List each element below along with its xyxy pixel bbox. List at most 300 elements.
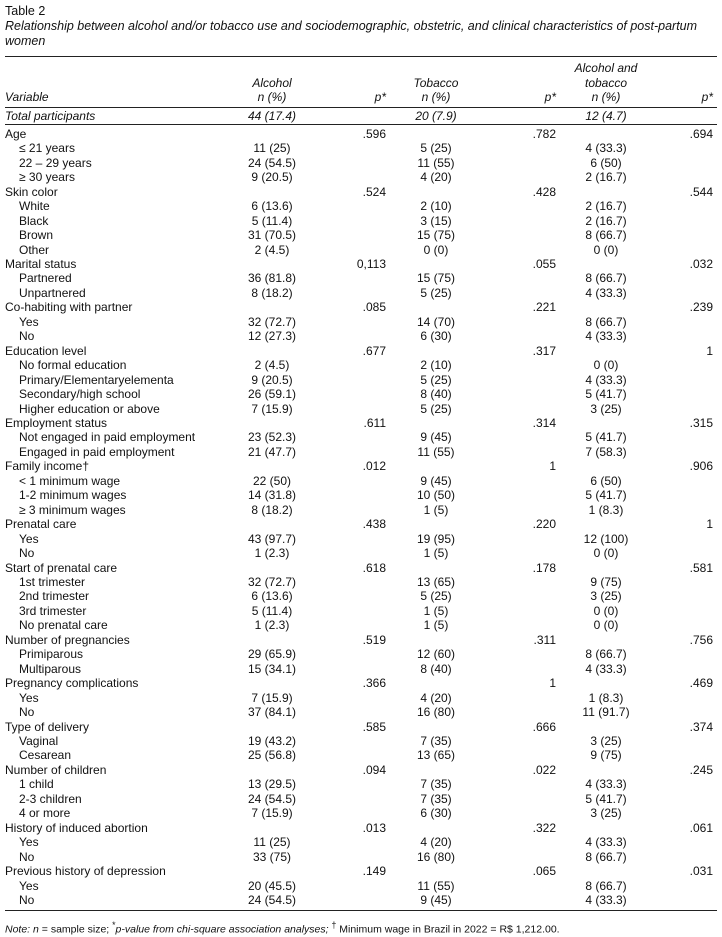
total-row bbox=[5, 107, 717, 124]
header-p-tobacco: p* bbox=[482, 57, 560, 108]
cell-both bbox=[560, 300, 652, 314]
cell-tobacco-p bbox=[482, 792, 560, 806]
cell-both: 1 (8.3) bbox=[588, 502, 624, 517]
cell-both bbox=[560, 561, 652, 575]
header-both: Alcohol and tobacco n (%) bbox=[560, 57, 652, 108]
cell-alcohol: 7 (15.9) bbox=[251, 806, 293, 821]
cell-tobacco: 12 (60) bbox=[416, 647, 456, 662]
table-row bbox=[5, 199, 717, 213]
cell-both bbox=[560, 763, 652, 777]
cell-alcohol-p bbox=[317, 604, 390, 618]
category-row bbox=[5, 300, 717, 314]
cell-both-p bbox=[652, 315, 717, 329]
row-label: Secondary/high school bbox=[19, 387, 141, 402]
cell-alcohol-p bbox=[317, 734, 390, 748]
cell-alcohol-p bbox=[317, 691, 390, 705]
cell-alcohol-p: .596 bbox=[362, 126, 386, 141]
cell-tobacco: 2 (10) bbox=[420, 199, 452, 214]
cell-alcohol: 6 (13.6) bbox=[251, 199, 293, 214]
cell-tobacco: 1 (5) bbox=[423, 546, 449, 561]
cell-both bbox=[560, 821, 652, 835]
cell-both bbox=[560, 257, 652, 271]
cell-both bbox=[560, 633, 652, 647]
cell-tobacco-p: .221 bbox=[532, 300, 556, 315]
cell-tobacco: 11 (55) bbox=[417, 155, 455, 170]
cell-tobacco-p bbox=[482, 228, 560, 242]
table-row bbox=[5, 532, 717, 546]
header-p-both: p* bbox=[652, 57, 717, 108]
cell-tobacco-p bbox=[482, 170, 560, 184]
cell-both bbox=[560, 459, 652, 473]
row-label: Yes bbox=[19, 835, 39, 850]
row-label: 4 or more bbox=[19, 806, 71, 821]
cell-tobacco: 5 (25) bbox=[420, 285, 452, 300]
table-row bbox=[5, 618, 717, 632]
table-row bbox=[5, 705, 717, 719]
cell-tobacco: 9 (45) bbox=[420, 430, 452, 445]
row-label: < 1 minimum wage bbox=[19, 473, 121, 488]
cell-tobacco bbox=[390, 676, 482, 690]
cell-tobacco: 15 (75) bbox=[416, 228, 456, 243]
cell-both: 8 (66.7) bbox=[585, 271, 627, 286]
table-row bbox=[5, 546, 717, 560]
cell-tobacco-p: .317 bbox=[532, 343, 556, 358]
cell-tobacco: 5 (25) bbox=[420, 372, 452, 387]
cell-alcohol: 6 (13.6) bbox=[251, 589, 293, 604]
row-label: 22 – 29 years bbox=[19, 155, 92, 170]
row-label: White bbox=[19, 199, 50, 214]
cell-alcohol-p bbox=[317, 488, 390, 502]
row-label: No prenatal care bbox=[19, 618, 108, 633]
row-label: Co-habiting with partner bbox=[5, 300, 133, 315]
cell-tobacco-p bbox=[482, 503, 560, 517]
cell-tobacco-p: .022 bbox=[532, 762, 556, 777]
table-row bbox=[5, 286, 717, 300]
cell-tobacco-p: .311 bbox=[533, 632, 556, 647]
cell-alcohol-p: .611 bbox=[363, 416, 386, 431]
cell-alcohol: 33 (75) bbox=[252, 849, 292, 864]
cell-alcohol-p: .524 bbox=[362, 184, 386, 199]
cell-alcohol bbox=[227, 416, 317, 430]
cell-alcohol-p bbox=[317, 373, 390, 387]
category-row bbox=[5, 344, 717, 358]
note-p-mark: * bbox=[112, 920, 116, 931]
cell-both-p bbox=[652, 546, 717, 560]
cell-both-p: .031 bbox=[689, 864, 713, 879]
cell-alcohol-p bbox=[317, 402, 390, 416]
table-row bbox=[5, 271, 717, 285]
cell-tobacco-p bbox=[482, 358, 560, 372]
cell-both-p bbox=[652, 387, 717, 401]
row-label: ≥ 30 years bbox=[19, 170, 75, 185]
cell-alcohol-p bbox=[317, 503, 390, 517]
cell-tobacco-p: .314 bbox=[532, 416, 556, 431]
cell-both: 4 (33.3) bbox=[585, 285, 627, 300]
cell-both bbox=[560, 344, 652, 358]
cell-alcohol bbox=[227, 185, 317, 199]
row-label: 1-2 minimum wages bbox=[19, 488, 127, 503]
row-label: Pregnancy complications bbox=[5, 676, 139, 691]
cell-tobacco-p bbox=[482, 618, 560, 632]
cell-tobacco: 5 (25) bbox=[420, 141, 452, 156]
cell-tobacco-p bbox=[482, 604, 560, 618]
cell-both-p: .032 bbox=[689, 257, 713, 272]
total-tobacco: 20 (7.9) bbox=[390, 107, 482, 124]
cell-alcohol-p: .585 bbox=[362, 719, 386, 734]
cell-alcohol: 25 (56.8) bbox=[247, 748, 297, 763]
cell-tobacco-p bbox=[482, 777, 560, 791]
cell-both-p: .469 bbox=[689, 676, 713, 691]
cell-both-p bbox=[652, 271, 717, 285]
category-row bbox=[5, 561, 717, 575]
cell-both-p bbox=[652, 748, 717, 762]
cell-alcohol: 43 (97.7) bbox=[247, 531, 297, 546]
cell-alcohol bbox=[227, 864, 317, 878]
cell-both-p bbox=[652, 503, 717, 517]
table-row bbox=[5, 792, 717, 806]
note-n-text: = sample size; bbox=[38, 923, 113, 936]
cell-both-p bbox=[652, 199, 717, 213]
cell-alcohol bbox=[227, 517, 317, 531]
cell-both: 8 (66.7) bbox=[585, 878, 627, 893]
category-row bbox=[5, 633, 717, 647]
header-alcohol-sub: n (%) bbox=[257, 90, 287, 104]
row-label: No bbox=[19, 329, 35, 344]
cell-alcohol bbox=[227, 633, 317, 647]
cell-tobacco-p: .666 bbox=[532, 719, 556, 734]
cell-tobacco: 6 (30) bbox=[420, 806, 452, 821]
table-header bbox=[5, 57, 717, 108]
cell-tobacco-p bbox=[482, 329, 560, 343]
cell-both-p bbox=[652, 286, 717, 300]
cell-both-p bbox=[652, 662, 717, 676]
cell-both-p bbox=[652, 850, 717, 864]
cell-both-p: 1 bbox=[706, 517, 713, 532]
cell-tobacco-p bbox=[482, 879, 560, 893]
cell-both: 3 (25) bbox=[590, 589, 622, 604]
table-row bbox=[5, 214, 717, 228]
cell-both: 3 (25) bbox=[590, 806, 622, 821]
cell-both-p: .906 bbox=[689, 459, 713, 474]
row-label: Education level bbox=[5, 343, 87, 358]
cell-alcohol bbox=[227, 763, 317, 777]
cell-alcohol: 7 (15.9) bbox=[251, 690, 293, 705]
cell-tobacco: 4 (20) bbox=[420, 690, 452, 705]
cell-tobacco-p bbox=[482, 214, 560, 228]
cell-alcohol-p: .618 bbox=[362, 560, 386, 575]
cell-tobacco bbox=[390, 344, 482, 358]
cell-alcohol-p: .677 bbox=[362, 343, 386, 358]
cell-both-p bbox=[652, 170, 717, 184]
row-label: ≤ 21 years bbox=[19, 141, 75, 156]
cell-both-p bbox=[652, 156, 717, 170]
table-row bbox=[5, 329, 717, 343]
cell-tobacco-p: .220 bbox=[532, 517, 556, 532]
cell-alcohol-p bbox=[317, 243, 390, 257]
table-row bbox=[5, 228, 717, 242]
cell-alcohol-p bbox=[317, 647, 390, 661]
cell-tobacco bbox=[390, 720, 482, 734]
cell-both-p bbox=[652, 488, 717, 502]
cell-tobacco-p bbox=[482, 488, 560, 502]
cell-alcohol: 11 (25) bbox=[253, 835, 291, 850]
cell-tobacco-p: 1 bbox=[549, 676, 556, 691]
row-label: Marital status bbox=[5, 257, 77, 272]
cell-both: 0 (0) bbox=[593, 546, 619, 561]
cell-alcohol: 1 (2.3) bbox=[254, 546, 290, 561]
cell-tobacco-p bbox=[482, 893, 560, 911]
table-row bbox=[5, 575, 717, 589]
cell-both-p bbox=[652, 430, 717, 444]
cell-tobacco: 1 (5) bbox=[423, 618, 449, 633]
cell-both-p: .756 bbox=[689, 632, 713, 647]
cell-both: 4 (33.3) bbox=[585, 835, 627, 850]
header-tobacco: Tobacco n (%) bbox=[390, 57, 482, 108]
cell-tobacco: 7 (35) bbox=[420, 791, 452, 806]
cell-alcohol bbox=[227, 300, 317, 314]
cell-tobacco-p bbox=[482, 387, 560, 401]
cell-alcohol bbox=[227, 676, 317, 690]
row-label: Multiparous bbox=[19, 661, 82, 676]
cell-both-p bbox=[652, 777, 717, 791]
cell-tobacco-p bbox=[482, 734, 560, 748]
table-row bbox=[5, 373, 717, 387]
table-row bbox=[5, 358, 717, 372]
cell-alcohol-p bbox=[317, 271, 390, 285]
row-label: Primiparous bbox=[19, 647, 84, 662]
note-wage-mark: † bbox=[331, 920, 337, 931]
cell-alcohol-p bbox=[317, 532, 390, 546]
cell-alcohol: 8 (18.2) bbox=[251, 502, 293, 517]
row-label: Partnered bbox=[19, 271, 72, 286]
cell-both-p bbox=[652, 532, 717, 546]
cell-tobacco-p bbox=[482, 402, 560, 416]
row-label: Engaged in paid employment bbox=[19, 444, 175, 459]
header-alcohol: Alcohol n (%) bbox=[227, 57, 317, 108]
cell-alcohol: 11 (25) bbox=[253, 141, 291, 156]
row-label: Number of pregnancies bbox=[5, 632, 130, 647]
cell-both bbox=[560, 864, 652, 878]
row-label: Employment status bbox=[5, 416, 108, 431]
cell-alcohol-p bbox=[317, 575, 390, 589]
cell-alcohol-p bbox=[317, 705, 390, 719]
cell-tobacco bbox=[390, 561, 482, 575]
row-label: Start of prenatal care bbox=[5, 560, 118, 575]
table-row bbox=[5, 503, 717, 517]
cell-both bbox=[560, 124, 652, 141]
cell-tobacco-p bbox=[482, 662, 560, 676]
cell-tobacco-p bbox=[482, 647, 560, 661]
cell-alcohol: 9 (20.5) bbox=[251, 372, 293, 387]
cell-tobacco: 9 (45) bbox=[390, 893, 482, 911]
cell-both-p bbox=[652, 228, 717, 242]
cell-both: 0 (0) bbox=[593, 603, 619, 618]
cell-both: 6 (50) bbox=[590, 155, 622, 170]
category-row bbox=[5, 676, 717, 690]
cell-alcohol-p bbox=[317, 141, 390, 155]
table-row bbox=[5, 893, 717, 911]
table-row bbox=[5, 662, 717, 676]
cell-alcohol-p bbox=[317, 589, 390, 603]
category-row bbox=[5, 185, 717, 199]
cell-alcohol-p bbox=[317, 546, 390, 560]
cell-tobacco: 11 (55) bbox=[417, 444, 455, 459]
cell-alcohol: 12 (27.3) bbox=[247, 329, 297, 344]
cell-alcohol: 2 (4.5) bbox=[254, 358, 290, 373]
table-row bbox=[5, 879, 717, 893]
cell-alcohol bbox=[227, 257, 317, 271]
table-row bbox=[5, 850, 717, 864]
cell-both-p bbox=[652, 893, 717, 911]
cell-alcohol bbox=[227, 720, 317, 734]
cell-tobacco-p bbox=[482, 546, 560, 560]
cell-tobacco-p: .055 bbox=[532, 257, 556, 272]
row-label: 2-3 children bbox=[19, 791, 82, 806]
table-row bbox=[5, 835, 717, 849]
total-tobacco-p bbox=[482, 107, 560, 124]
cell-both: 4 (33.3) bbox=[585, 141, 627, 156]
cell-both-p: .061 bbox=[689, 820, 713, 835]
row-label: No bbox=[19, 849, 35, 864]
cell-alcohol: 2 (4.5) bbox=[254, 242, 290, 257]
row-label: ≥ 3 minimum wages bbox=[19, 502, 126, 517]
cell-both-p bbox=[652, 618, 717, 632]
cell-both bbox=[560, 720, 652, 734]
cell-both-p: 1 bbox=[706, 343, 713, 358]
cell-alcohol-p bbox=[317, 387, 390, 401]
cell-alcohol-p bbox=[317, 315, 390, 329]
cell-both bbox=[560, 416, 652, 430]
cell-alcohol-p bbox=[317, 893, 390, 911]
cell-alcohol-p bbox=[317, 850, 390, 864]
cell-both: 0 (0) bbox=[593, 618, 619, 633]
cell-both bbox=[560, 185, 652, 199]
cell-alcohol-p: .366 bbox=[362, 676, 386, 691]
cell-both: 1 (8.3) bbox=[588, 690, 624, 705]
cell-both: 4 (33.3) bbox=[585, 661, 627, 676]
row-label: Not engaged in paid employment bbox=[19, 430, 196, 445]
row-label: Primary/Elementaryelementa bbox=[19, 372, 174, 387]
cell-both-p bbox=[652, 214, 717, 228]
row-label: Vaginal bbox=[19, 733, 59, 748]
row-label: Number of children bbox=[5, 762, 107, 777]
cell-both-p: .374 bbox=[689, 719, 713, 734]
cell-alcohol-p bbox=[317, 358, 390, 372]
cell-tobacco: 13 (65) bbox=[416, 575, 456, 589]
cell-alcohol: 31 (70.5) bbox=[247, 228, 297, 243]
cell-both-p: .239 bbox=[689, 300, 713, 315]
table-row bbox=[5, 445, 717, 459]
category-row bbox=[5, 763, 717, 777]
cell-both: 2 (16.7) bbox=[585, 213, 627, 228]
cell-tobacco: 5 (25) bbox=[420, 589, 452, 604]
cell-alcohol-p: .012 bbox=[362, 459, 386, 474]
cell-alcohol: 37 (84.1) bbox=[247, 705, 297, 720]
cell-tobacco-p bbox=[482, 575, 560, 589]
row-label: 3rd trimester bbox=[19, 603, 87, 618]
cell-alcohol-p bbox=[317, 430, 390, 444]
table-row bbox=[5, 141, 717, 155]
row-label: 2nd trimester bbox=[19, 589, 90, 604]
cell-tobacco-p: .322 bbox=[532, 820, 556, 835]
table-row bbox=[5, 604, 717, 618]
cell-both: 5 (41.7) bbox=[585, 791, 627, 806]
cell-both: 9 (75) bbox=[590, 748, 622, 763]
cell-tobacco bbox=[390, 257, 482, 271]
cell-alcohol-p bbox=[317, 835, 390, 849]
cell-both: 5 (41.7) bbox=[585, 387, 627, 402]
cell-alcohol-p bbox=[317, 618, 390, 632]
row-label: Yes bbox=[19, 690, 39, 705]
category-row bbox=[5, 720, 717, 734]
table-row bbox=[5, 387, 717, 401]
cell-alcohol: 9 (20.5) bbox=[251, 170, 293, 185]
cell-tobacco: 1 (5) bbox=[423, 502, 449, 517]
row-label: Type of delivery bbox=[5, 719, 90, 734]
cell-both: 3 (25) bbox=[590, 733, 622, 748]
table-row bbox=[5, 589, 717, 603]
cell-alcohol bbox=[227, 561, 317, 575]
cell-both-p: .694 bbox=[689, 126, 713, 141]
cell-both-p: .245 bbox=[689, 762, 713, 777]
cell-both: 4 (33.3) bbox=[585, 329, 627, 344]
total-both: 12 (4.7) bbox=[560, 107, 652, 124]
cell-tobacco-p bbox=[482, 705, 560, 719]
cell-tobacco bbox=[390, 459, 482, 473]
category-row bbox=[5, 517, 717, 531]
cell-both-p bbox=[652, 792, 717, 806]
header-tobacco-sub: n (%) bbox=[421, 90, 451, 104]
cell-alcohol: 32 (72.7) bbox=[247, 575, 297, 589]
table-label: Table 2 bbox=[5, 4, 46, 18]
cell-alcohol: 26 (59.1) bbox=[247, 387, 297, 402]
cell-both: 12 (100) bbox=[583, 531, 629, 546]
table-row bbox=[5, 243, 717, 257]
cell-alcohol-p: .085 bbox=[362, 300, 386, 315]
cell-both: 3 (25) bbox=[590, 401, 622, 416]
cell-alcohol-p: .094 bbox=[362, 762, 386, 777]
cell-tobacco: 15 (75) bbox=[416, 271, 456, 286]
cell-tobacco-p: .065 bbox=[532, 864, 556, 879]
table-row bbox=[5, 170, 717, 184]
total-alcohol: 44 (17.4) bbox=[227, 107, 317, 124]
cell-both-p bbox=[652, 358, 717, 372]
cell-alcohol: 1 (2.3) bbox=[254, 618, 290, 633]
note-p-text: p-value from chi-square association analyses; bbox=[115, 923, 332, 936]
cell-tobacco-p bbox=[482, 835, 560, 849]
row-label: No bbox=[19, 546, 35, 561]
cell-alcohol: 36 (81.8) bbox=[247, 271, 297, 286]
cell-alcohol-p bbox=[317, 748, 390, 762]
cell-alcohol-p bbox=[317, 879, 390, 893]
cell-tobacco: 16 (80) bbox=[416, 849, 456, 864]
cell-alcohol bbox=[227, 124, 317, 141]
cell-tobacco: 3 (15) bbox=[420, 213, 452, 228]
table-row bbox=[5, 647, 717, 661]
cell-tobacco: 8 (40) bbox=[420, 661, 452, 676]
row-label: Other bbox=[19, 242, 50, 257]
cell-tobacco: 7 (35) bbox=[420, 777, 452, 792]
cell-tobacco-p bbox=[482, 430, 560, 444]
row-label: Age bbox=[5, 126, 27, 141]
table-caption: Relationship between alcohol and/or tobacco use and sociodemographic, obstetric, and clinical characteristics of post-partum women bbox=[5, 19, 698, 48]
cell-alcohol-p bbox=[317, 792, 390, 806]
cell-both: 2 (16.7) bbox=[585, 199, 627, 214]
table-row bbox=[5, 156, 717, 170]
cell-both-p bbox=[652, 575, 717, 589]
cell-tobacco-p bbox=[482, 141, 560, 155]
cell-tobacco-p bbox=[482, 243, 560, 257]
